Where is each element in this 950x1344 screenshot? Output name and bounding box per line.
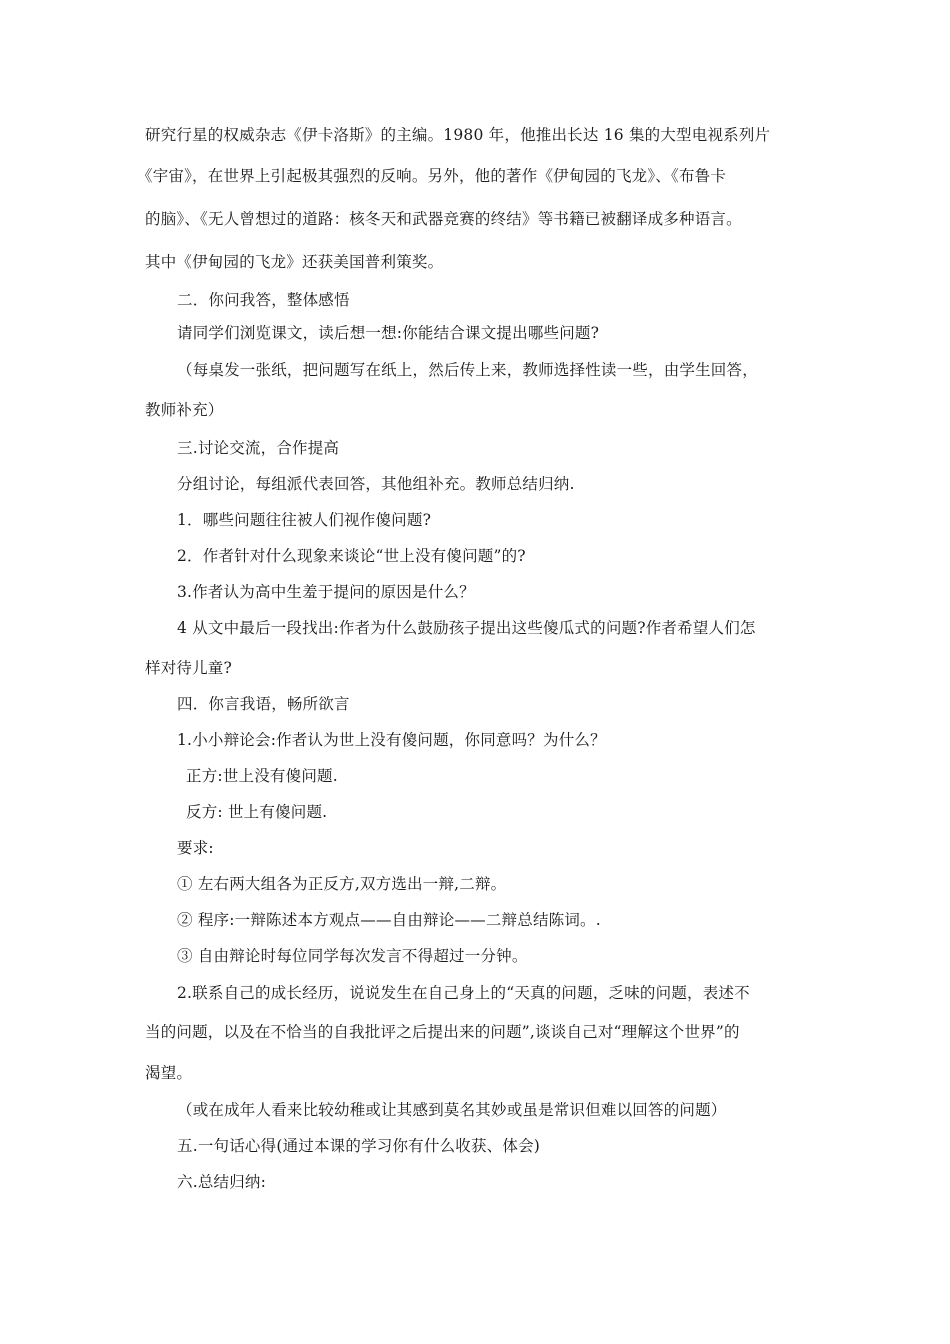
requirement-item: ① 左右两大组各为正反方,双方选出一辩,二辩。 [177,875,507,893]
question-item: 2．作者针对什么现象来谈论“世上没有傻问题”的? [177,547,526,565]
body-text-line: （或在成年人看来比较幼稚或让其感到莫名其妙或虽是常识但难以回答的问题） [177,1101,727,1119]
debate-side: 反方: 世上有傻问题. [186,803,328,821]
body-text-line: 渴望。 [145,1064,193,1082]
question-item: 4 从文中最后一段找出:作者为什么鼓励孩子提出这些傻瓜式的问题?作者希望人们怎 [177,619,756,637]
question-item: 1．哪些问题往往被人们视作傻问题? [177,511,432,529]
requirements-label: 要求: [177,839,214,857]
debate-side: 正方:世上没有傻问题. [186,767,338,785]
activity-item: 1.小小辩论会:作者认为世上没有傻问题，你同意吗？为什么？ [177,731,606,749]
body-text-line: 《宇宙》，在世界上引起极其强烈的反响。另外，他的著作《伊甸园的飞龙》、《布鲁卡 [137,167,727,185]
section-heading: 三.讨论交流，合作提高 [177,439,340,457]
requirement-item: ② 程序:一辩陈述本方观点——自由辩论——二辩总结陈词。. [177,911,601,929]
requirement-item: ③ 自由辩论时每位同学每次发言不得超过一分钟。 [177,947,528,965]
body-text-line: 当的问题，以及在不恰当的自我批评之后提出来的问题”,谈谈自己对“理解这个世界”的 [145,1023,740,1041]
question-item: 样对待儿童? [145,659,233,677]
section-heading: 四．你言我语，畅所欲言 [177,695,350,713]
body-text-line: 分组讨论，每组派代表回答，其他组补充。教师总结归纳. [177,475,575,493]
body-text-line: 其中《伊甸园的飞龙》还获美国普利策奖。 [145,253,444,271]
question-item: 3.作者认为高中生羞于提问的原因是什么？ [177,583,475,601]
section-heading: 六.总结归纳: [177,1173,267,1191]
body-text-line: 教师补充） [145,401,224,419]
body-text-line: 的脑》、《无人曾想过的道路：核冬天和武器竞赛的终结》等书籍已被翻译成多种语言。 [145,210,742,228]
body-text-line: 研究行星的权威杂志《伊卡洛斯》的主编。1980 年，他推出长达 16 集的大型电视系列片 [145,126,771,144]
activity-item: 2.联系自己的成长经历，说说发生在自己身上的“天真的问题，乏味的问题，表述不 [177,984,750,1002]
section-heading: 五.一句话心得(通过本课的学习你有什么收获、体会) [177,1137,541,1155]
body-text-line: （每桌发一张纸，把问题写在纸上，然后传上来，教师选择性读一些，由学生回答， [177,361,758,379]
body-text-line: 请同学们浏览课文，读后想一想:你能结合课文提出哪些问题? [177,324,600,342]
section-heading: 二．你问我答，整体感悟 [177,291,350,309]
